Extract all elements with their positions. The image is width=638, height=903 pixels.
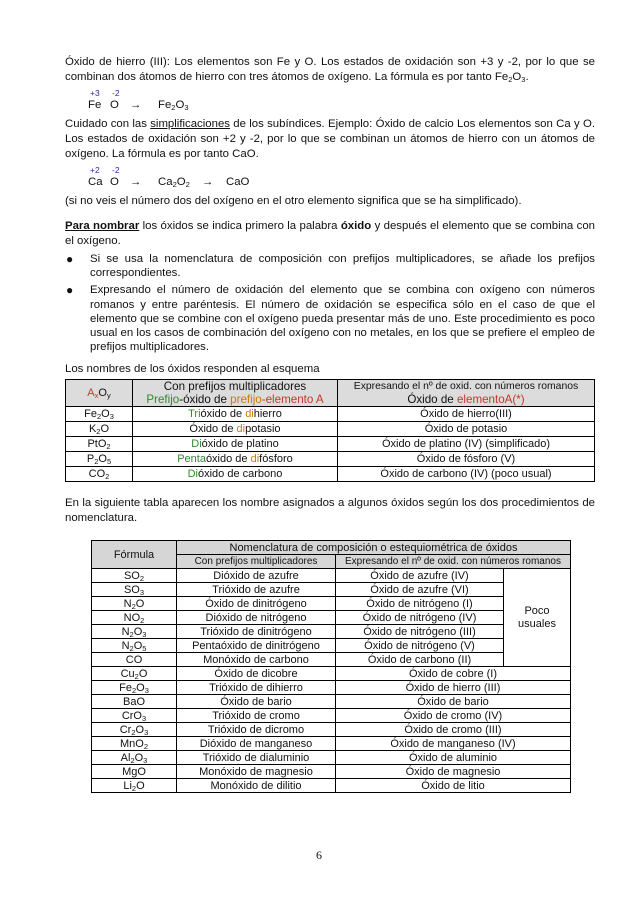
naming-rules-list [65,252,595,354]
page-number: 6 [316,848,322,862]
table-row [66,407,595,422]
formula-cell: $Li_2O$ [92,779,177,793]
list-item: ● Si se usa la nomenclatura de composición con prefijos multiplicadores, se añade los prefijos correspondientes. [66,252,595,280]
table-row [92,765,571,779]
roman-name-cell: Óxido de hierro(III) [338,407,595,422]
prefix-name-cell: Dióxido de azufre [177,569,336,583]
header-nomenclature: Nomenclatura de composición o estequiométrica de óxidos [177,541,571,555]
roman-name-cell: Óxido de azufre (VI) [336,583,504,597]
formula-cell: $Fe_2O_3$ [92,681,177,695]
table-row [92,681,571,695]
table1-caption: Los nombres de los óxidos responden al esquema [65,363,320,376]
formula-cell: $Cu_2O$ [92,667,177,681]
paragraph-table-intro: En la siguiente tabla aparecen los nombre asignados a algunos óxidos según los dos procedimientos de nomenclatura. [65,497,595,525]
document-page [65,55,595,793]
prefix-name-cell: Trióxido de dihierro [133,407,338,422]
roman-name-cell: Óxido de nitrógeno (III) [336,625,504,639]
formula-cell: $N_2O_5$ [92,639,177,653]
prefix-name-cell: Trióxido de dihierro [177,681,336,695]
bullet-icon: ● [66,283,74,298]
prefix-name-cell: Dióxido de nitrógeno [177,611,336,625]
table-row [92,653,571,667]
roman-name-cell: Óxido de fósforo (V) [338,452,595,467]
list-item: ● Expresando el número de oxidación del elemento que se combina con oxígeno con números romanos y entre paréntesis. El número de oxidación se especifica sólo en el caso de que el elemento que se combine con el oxígeno pueda presentar más de uno. Este procedimiento es poco usual en los casos de combinación del oxígeno con no metales, en los que se prefiere el empleo de prefijos multiplicadores. [66,283,595,354]
header-roman: Expresando el nº de oxid. con números romanos [336,555,571,569]
prefix-name-cell: Dióxido de manganeso [177,737,336,751]
prefix-name-cell: Óxido de dicobre [177,667,336,681]
table-row [92,709,571,723]
poco-usuales-note: Poco usuales [504,569,571,667]
table-row [92,625,571,639]
roman-name-cell: Óxido de hierro (III) [336,681,571,695]
formula-cell: CO [92,653,177,667]
table-row [92,639,571,653]
roman-name-cell: Óxido de litio [336,779,571,793]
roman-name-cell: Óxido de nitrógeno (V) [336,639,504,653]
roman-name-cell: Óxido de platino (IV) (simplificado) [338,437,595,452]
formula-cell: $N_2O$ [92,597,177,611]
formula-cell: CrO$_3$ [92,709,177,723]
prefix-name-cell: Pentaóxido de dinitrógeno [177,639,336,653]
paragraph-iron-oxide: Óxido de hierro (III): Los elementos son Fe y O. Los estados de oxidación son +3 y -2, por lo que se combinan dos átomos de hierro con tres átomos de oxígeno. La fórmula es por tanto $Fe_2O_3$. [65,56,595,84]
paragraph-simplification: Cuidado con las simplificaciones de los subíndices. Ejemplo: Óxido de calcio Los elementos son Ca y O. Los estados de oxidación son +2 y -2, por lo que se combinan un átomos de hierro con un átomos de oxígeno. La fórmula es por tanto CaO. [65,118,595,160]
header-roman-method: Expresando el nº de oxid. con números romanos Óxido de elementoA(*) [338,380,595,407]
table-row [92,583,571,597]
paragraph-naming: Para nombrar los óxidos se indica primero la palabra óxido y después el elemento que se combina con el oxígeno. [65,220,595,247]
prefix-name-cell: Dióxido de carbono [133,467,338,482]
table-row [92,751,571,765]
prefix-name-cell: Trióxido de dinitrógeno [177,625,336,639]
table-row [66,452,595,467]
table-row [92,597,571,611]
table-row [92,695,571,709]
table-row [66,467,595,482]
prefix-name-cell: Monóxido de carbono [177,653,336,667]
formula-cell: $N_2O_3$ [92,625,177,639]
table-row [66,422,595,437]
oxide-scheme-table [65,379,595,482]
table-row [92,667,571,681]
formula-cell: $CO_2$ [66,467,133,482]
table-row [66,437,595,452]
header-prefix-method: Con prefijos multiplicadores Prefijo-óxido de prefijo-elemento A [133,380,338,407]
prefix-name-cell: Óxido de dinitrógeno [177,597,336,611]
roman-name-cell: Óxido de carbono (II) [336,653,504,667]
formula-cell: $NO_2$ [92,611,177,625]
roman-name-cell: Óxido de cobre (I) [336,667,571,681]
prefix-name-cell: Óxido de dipotasio [133,422,338,437]
prefix-name-cell: Dióxido de platino [133,437,338,452]
roman-name-cell: Óxido de aluminio [336,751,571,765]
prefix-name-cell: Monóxido de magnesio [177,765,336,779]
prefix-name-cell: Trióxido de cromo [177,709,336,723]
header-formula: Fórmula [92,541,177,569]
roman-name-cell: Óxido de azufre (IV) [336,569,504,583]
header-general-formula: $A_xO_y$ [66,380,133,407]
formula-cell: $SO_3$ [92,583,177,597]
formula-example-calcium: +2 -2 Ca $O \to Ca_2O_2$ → CaO [88,165,250,189]
roman-name-cell: Óxido de cromo (IV) [336,709,571,723]
roman-name-cell: Óxido de nitrógeno (IV) [336,611,504,625]
table-row [92,723,571,737]
formula-cell: BaO [92,695,177,709]
bullet-icon: ● [66,252,74,266]
formula-cell: $Al_2O_3$ [92,751,177,765]
formula-cell: $Cr_2O_3$ [92,723,177,737]
prefix-name-cell: Óxido de bario [177,695,336,709]
formula-cell: MgO [92,765,177,779]
table-row [92,569,571,583]
prefix-name-cell: Trióxido de dialuminio [177,751,336,765]
roman-name-cell: Óxido de manganeso (IV) [336,737,571,751]
oxide-names-table [91,540,571,793]
formula-example-iron: +3 -2 Fe $O \to Fe_2O_3$ [88,88,189,112]
roman-name-cell: Óxido de nitrógeno (I) [336,597,504,611]
roman-name-cell: Óxido de potasio [338,422,595,437]
table-header-row [92,541,571,555]
header-prefix: Con prefijos multiplicadores [177,555,336,569]
prefix-name-cell: Trióxido de azufre [177,583,336,597]
roman-name-cell: Óxido de carbono (IV) (poco usual) [338,467,595,482]
paragraph-note: (si no veis el número dos del oxígeno en el otro elemento significa que se ha simplificado). [65,195,522,207]
roman-name-cell: Óxido de magnesio [336,765,571,779]
formula-cell: $K_2O$ [66,422,133,437]
formula-cell: MnO$_2$ [92,737,177,751]
formula-cell: PtO$_2$ [66,437,133,452]
formula-cell: $SO_2$ [92,569,177,583]
roman-name-cell: Óxido de cromo (III) [336,723,571,737]
prefix-name-cell: Pentaóxido de difósforo [133,452,338,467]
formula-cell: $P_2O_5$ [66,452,133,467]
table-row [92,779,571,793]
formula-cell: $Fe_2O_3$ [66,407,133,422]
table-row [92,611,571,625]
prefix-name-cell: Monóxido de dilitio [177,779,336,793]
roman-name-cell: Óxido de bario [336,695,571,709]
table-header-row [66,380,595,407]
prefix-name-cell: Trióxido de dicromo [177,723,336,737]
table-row [92,737,571,751]
